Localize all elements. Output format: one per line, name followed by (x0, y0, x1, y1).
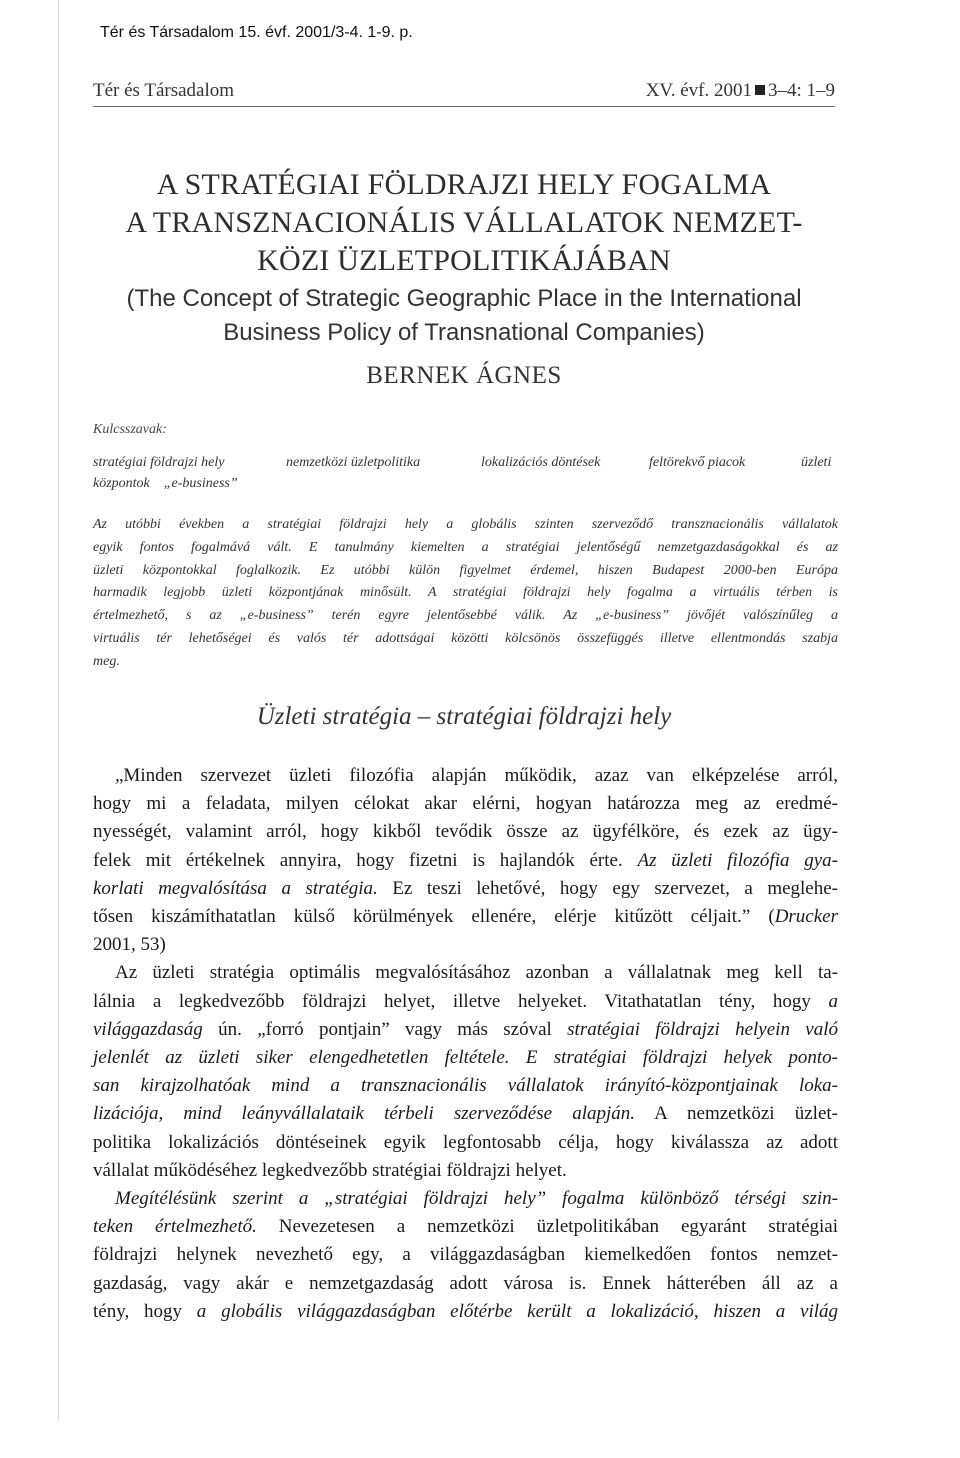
keywords-list-continued (93, 476, 252, 492)
abstract-line: meg. (93, 653, 120, 669)
body-line: lizációja, mind leányvállalataik térbeli szerveződése alapján. A nemzetközi üzlet- (93, 1103, 839, 1125)
body-line: Megítélésünk szerint a „stratégiai földrajzi hely” fogalma különböző térségi szin- (115, 1188, 838, 1210)
citation-line: Tér és Társadalom 15. évf. 2001/3-4. 1-9. p. (100, 24, 413, 41)
keyword: „e-business” (163, 476, 238, 491)
keyword: üzleti (801, 455, 832, 470)
body-line: korlati megvalósítása a stratégia. Ez teszi lehetővé, hogy egy szervezet, a meglehe- (93, 877, 838, 899)
body-line: tény, hogy a globális világgazdaságban előtérbe került a lokalizáció, hiszen a világ (93, 1300, 838, 1322)
section-heading: Üzleti stratégia – stratégiai földrajzi hely (256, 703, 672, 730)
title-line: A STRATÉGIAI FÖLDRAJZI HELY FOGALMA (156, 168, 772, 201)
keywords-label: Kulcsszavak: (93, 422, 167, 437)
square-bullet-icon (755, 85, 765, 95)
journal-name: Tér és Társadalom (93, 80, 235, 101)
volume-year: XV. évf. 2001 (645, 80, 752, 101)
abstract-line: harmadik legjobb üzleti központjának minősült. A stratégiai földrajzi hely fogalma a virtuális térben is (93, 585, 838, 601)
author-name: BERNEK ÁGNES (366, 362, 562, 389)
margin-line (58, 0, 59, 1420)
body-line: jelenlét az üzleti siker elengedhetetlen feltétele. E stratégiai földrajzi helyek ponto- (93, 1047, 838, 1069)
body-line: tősen kiszámíthatatlan külső körülmények ellenére, elérje kitűzött céljait.” (Drucker (93, 906, 838, 928)
abstract-line: egyik fontos fogalmává vált. E tanulmány kiemelten a stratégiai jelentőségű nemzetgazdaságokkal és az (93, 539, 838, 555)
keyword: lokalizációs döntések (481, 455, 601, 470)
title-line: A TRANSZNACIONÁLIS VÁLLALATOK NEMZET- (125, 206, 803, 239)
body-line: hogy mi a feladata, milyen célokat akar elérni, hogyan határozza meg az eredmé- (93, 793, 838, 815)
subtitle-line: (The Concept of Strategic Geographic Place in the International (126, 285, 802, 312)
abstract-line: értelmezhető, s az „e-business” terén egyre jelentősebbé válik. Az „e-business” jövőjét valószínűleg a (93, 608, 838, 624)
title-line: KÖZI ÜZLETPOLITIKÁJÁBAN (257, 244, 671, 277)
body-line: san kirajzolhatóak mind a transznacionális vállalatok irányító-központjainak loka- (93, 1075, 838, 1097)
body-line: lálnia a legkedvezőbb földrajzi helyet, illetve helyeket. Vitathatatlan tény, hogy a (93, 990, 838, 1012)
abstract (93, 514, 838, 674)
abstract-line: üzleti központokkal foglalkozik. Ez utóbbi külön figyelmet érdemel, hiszen Budapest 2000-ben Európa (93, 562, 838, 578)
body-line: Az üzleti stratégia optimális megvalósításához azonban a vállalatnak meg kell ta- (115, 962, 838, 984)
issue-pages: 3–4: 1–9 (767, 80, 835, 101)
running-head (93, 80, 835, 107)
abstract-line: Az utóbbi években a stratégiai földrajzi hely a globális szinten szerveződő transznacionális vállalatok (93, 517, 838, 532)
body-line: felek mit értékelnek annyira, hogy fizetni is hajlandók érte. Az üzleti filozófia gya- (93, 849, 839, 871)
keyword: feltörekvő piacok (649, 455, 746, 470)
body-line: gazdaság, vagy akár e nemzetgazdaság adott városa is. Ennek hátterében áll az a (93, 1272, 838, 1294)
subtitle-line: Business Policy of Transnational Companies) (223, 319, 705, 346)
abstract-line: virtuális tér lehetőségei és valós tér adottságai közötti kölcsönös összefüggés illetve ellentmondás szabja (93, 630, 838, 646)
body-line: teken értelmezhető. Nevezetesen a nemzetközi üzletpolitikában egyaránt stratégiai (93, 1216, 838, 1238)
body-line: vállalat működéséhez legkedvezőbb stratégiai földrajzi helyet. (93, 1159, 567, 1181)
keyword: nemzetközi üzletpolitika (286, 455, 421, 470)
article-title (93, 166, 835, 280)
body-line: földrajzi helynek nevezhető egy, a világgazdaságban kiemelkedően fontos nemzet- (93, 1244, 838, 1266)
body-line: politika lokalizációs döntéseinek egyik legfontosabb célja, hogy kiválassza az adott (93, 1131, 838, 1153)
body-line: nyességét, valamint arról, hogy kikből tevődik össze az ügyfélköre, és ezek az ügy- (93, 821, 838, 843)
body-line: „Minden szervezet üzleti filozófia alapján működik, azaz van elképzelése arról, (115, 765, 838, 786)
body-line: 2001, 53) (93, 934, 166, 956)
body-text (93, 762, 838, 1326)
keyword: stratégiai földrajzi hely (93, 455, 225, 470)
keyword: központok (93, 476, 150, 491)
body-line: világgazdaság ún. „forró pontjain” vagy más szóval stratégiai földrajzi helyein való (93, 1018, 839, 1040)
volume-info (646, 80, 835, 102)
english-subtitle (93, 282, 835, 350)
